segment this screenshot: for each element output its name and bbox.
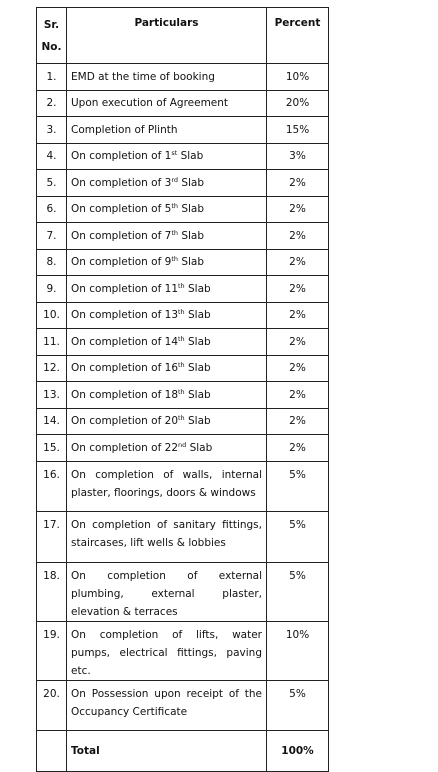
row-particulars bbox=[67, 382, 267, 409]
slab-text: On completion of 22 bbox=[71, 441, 178, 454]
ordinal-suffix: st bbox=[171, 149, 178, 158]
total-percent: 100% bbox=[267, 731, 329, 772]
row-sr-no: 19. bbox=[37, 621, 67, 680]
row-particulars bbox=[67, 170, 267, 197]
slab-text: On completion of 3 bbox=[71, 176, 172, 189]
slab-text: On completion of 14 bbox=[71, 335, 178, 348]
slab-text: On completion of 9 bbox=[71, 256, 172, 269]
row-percent: 2% bbox=[267, 196, 329, 223]
row-percent: 5% bbox=[267, 461, 329, 512]
table-row bbox=[37, 64, 329, 91]
table-row bbox=[37, 117, 329, 144]
row-particulars bbox=[67, 435, 267, 462]
slab-text: On completion of 13 bbox=[71, 309, 178, 322]
table-row bbox=[37, 143, 329, 170]
table-row bbox=[37, 196, 329, 223]
table-row bbox=[37, 329, 329, 356]
slab-label: Slab bbox=[184, 362, 211, 375]
ordinal-suffix: th bbox=[178, 387, 185, 396]
table-row bbox=[37, 355, 329, 382]
row-sr-no: 8. bbox=[37, 249, 67, 276]
table-row bbox=[37, 276, 329, 303]
table-row bbox=[37, 170, 329, 197]
row-sr-no: 4. bbox=[37, 143, 67, 170]
table-row bbox=[37, 621, 329, 680]
row-percent: 2% bbox=[267, 355, 329, 382]
slab-label: Slab bbox=[177, 150, 204, 163]
row-percent: 20% bbox=[267, 90, 329, 117]
row-particulars bbox=[67, 329, 267, 356]
total-row bbox=[37, 731, 329, 772]
row-sr-no: 3. bbox=[37, 117, 67, 144]
row-sr-no: 17. bbox=[37, 512, 67, 563]
row-sr-no: 20. bbox=[37, 680, 67, 731]
total-sr-empty bbox=[37, 731, 67, 772]
ordinal-suffix: th bbox=[178, 281, 185, 290]
table-row bbox=[37, 90, 329, 117]
slab-text: On completion of 7 bbox=[71, 229, 172, 242]
row-particulars: Completion of Plinth bbox=[67, 117, 267, 144]
row-percent: 10% bbox=[267, 621, 329, 680]
row-sr-no: 18. bbox=[37, 562, 67, 621]
table-row bbox=[37, 408, 329, 435]
row-percent: 5% bbox=[267, 562, 329, 621]
row-sr-no: 14. bbox=[37, 408, 67, 435]
row-percent: 15% bbox=[267, 117, 329, 144]
ordinal-suffix: th bbox=[178, 361, 185, 370]
row-particulars bbox=[67, 143, 267, 170]
row-percent: 2% bbox=[267, 408, 329, 435]
slab-text: On completion of 20 bbox=[71, 415, 178, 428]
row-sr-no: 16. bbox=[37, 461, 67, 512]
row-particulars: On completion of walls, internal plaster, floorings, doors & windows bbox=[67, 461, 267, 512]
row-particulars bbox=[67, 276, 267, 303]
row-percent: 2% bbox=[267, 249, 329, 276]
row-sr-no: 12. bbox=[37, 355, 67, 382]
slab-label: Slab bbox=[184, 335, 211, 348]
table-row bbox=[37, 302, 329, 329]
row-percent: 2% bbox=[267, 435, 329, 462]
ordinal-suffix: nd bbox=[178, 440, 187, 449]
row-particulars bbox=[67, 223, 267, 250]
slab-label: Slab bbox=[178, 256, 205, 269]
row-percent: 3% bbox=[267, 143, 329, 170]
row-sr-no: 13. bbox=[37, 382, 67, 409]
row-particulars: On Possession upon receipt of the Occupancy Certificate bbox=[67, 680, 267, 731]
row-percent: 2% bbox=[267, 223, 329, 250]
slab-label: Slab bbox=[184, 388, 211, 401]
table-row bbox=[37, 223, 329, 250]
total-label: Total bbox=[67, 731, 267, 772]
row-percent: 5% bbox=[267, 512, 329, 563]
ordinal-suffix: th bbox=[178, 414, 185, 423]
row-particulars: On completion of external plumbing, external plaster, elevation & terraces bbox=[67, 562, 267, 621]
slab-label: Slab bbox=[186, 441, 213, 454]
slab-text: On completion of 16 bbox=[71, 362, 178, 375]
payment-schedule-table bbox=[36, 7, 329, 772]
slab-label: Slab bbox=[178, 229, 205, 242]
row-particulars bbox=[67, 302, 267, 329]
row-percent: 2% bbox=[267, 382, 329, 409]
slab-label: Slab bbox=[184, 415, 211, 428]
row-percent: 5% bbox=[267, 680, 329, 731]
row-particulars bbox=[67, 196, 267, 223]
row-particulars: On completion of lifts, water pumps, electrical fittings, paving etc. bbox=[67, 621, 267, 680]
row-particulars bbox=[67, 408, 267, 435]
slab-label: Slab bbox=[184, 309, 211, 322]
slab-text: On completion of 1 bbox=[71, 150, 172, 163]
row-percent: 2% bbox=[267, 170, 329, 197]
header-percent: Percent bbox=[267, 8, 329, 64]
table-row bbox=[37, 461, 329, 512]
ordinal-suffix: rd bbox=[171, 175, 179, 184]
row-particulars: Upon execution of Agreement bbox=[67, 90, 267, 117]
table-row bbox=[37, 382, 329, 409]
table-row bbox=[37, 680, 329, 731]
slab-label: Slab bbox=[184, 282, 211, 295]
slab-text: On completion of 5 bbox=[71, 203, 172, 216]
row-sr-no: 6. bbox=[37, 196, 67, 223]
table-row bbox=[37, 562, 329, 621]
header-sr-no: Sr. No. bbox=[37, 8, 67, 64]
row-sr-no: 7. bbox=[37, 223, 67, 250]
row-percent: 10% bbox=[267, 64, 329, 91]
table-header-row bbox=[37, 8, 329, 64]
row-percent: 2% bbox=[267, 276, 329, 303]
row-sr-no: 10. bbox=[37, 302, 67, 329]
row-percent: 2% bbox=[267, 302, 329, 329]
row-particulars bbox=[67, 249, 267, 276]
row-particulars: On completion of sanitary fittings, staircases, lift wells & lobbies bbox=[67, 512, 267, 563]
ordinal-suffix: th bbox=[178, 308, 185, 317]
row-sr-no: 2. bbox=[37, 90, 67, 117]
row-sr-no: 11. bbox=[37, 329, 67, 356]
row-sr-no: 9. bbox=[37, 276, 67, 303]
row-percent: 2% bbox=[267, 329, 329, 356]
row-sr-no: 15. bbox=[37, 435, 67, 462]
ordinal-suffix: th bbox=[178, 334, 185, 343]
ordinal-suffix: th bbox=[171, 255, 178, 264]
table-row bbox=[37, 435, 329, 462]
ordinal-suffix: th bbox=[171, 202, 178, 211]
slab-label: Slab bbox=[178, 176, 205, 189]
slab-text: On completion of 18 bbox=[71, 388, 178, 401]
slab-text: On completion of 11 bbox=[71, 282, 178, 295]
table-row bbox=[37, 249, 329, 276]
table-row bbox=[37, 512, 329, 563]
row-particulars bbox=[67, 355, 267, 382]
header-particulars: Particulars bbox=[67, 8, 267, 64]
slab-label: Slab bbox=[178, 203, 205, 216]
ordinal-suffix: th bbox=[171, 228, 178, 237]
row-sr-no: 1. bbox=[37, 64, 67, 91]
row-sr-no: 5. bbox=[37, 170, 67, 197]
row-particulars: EMD at the time of booking bbox=[67, 64, 267, 91]
